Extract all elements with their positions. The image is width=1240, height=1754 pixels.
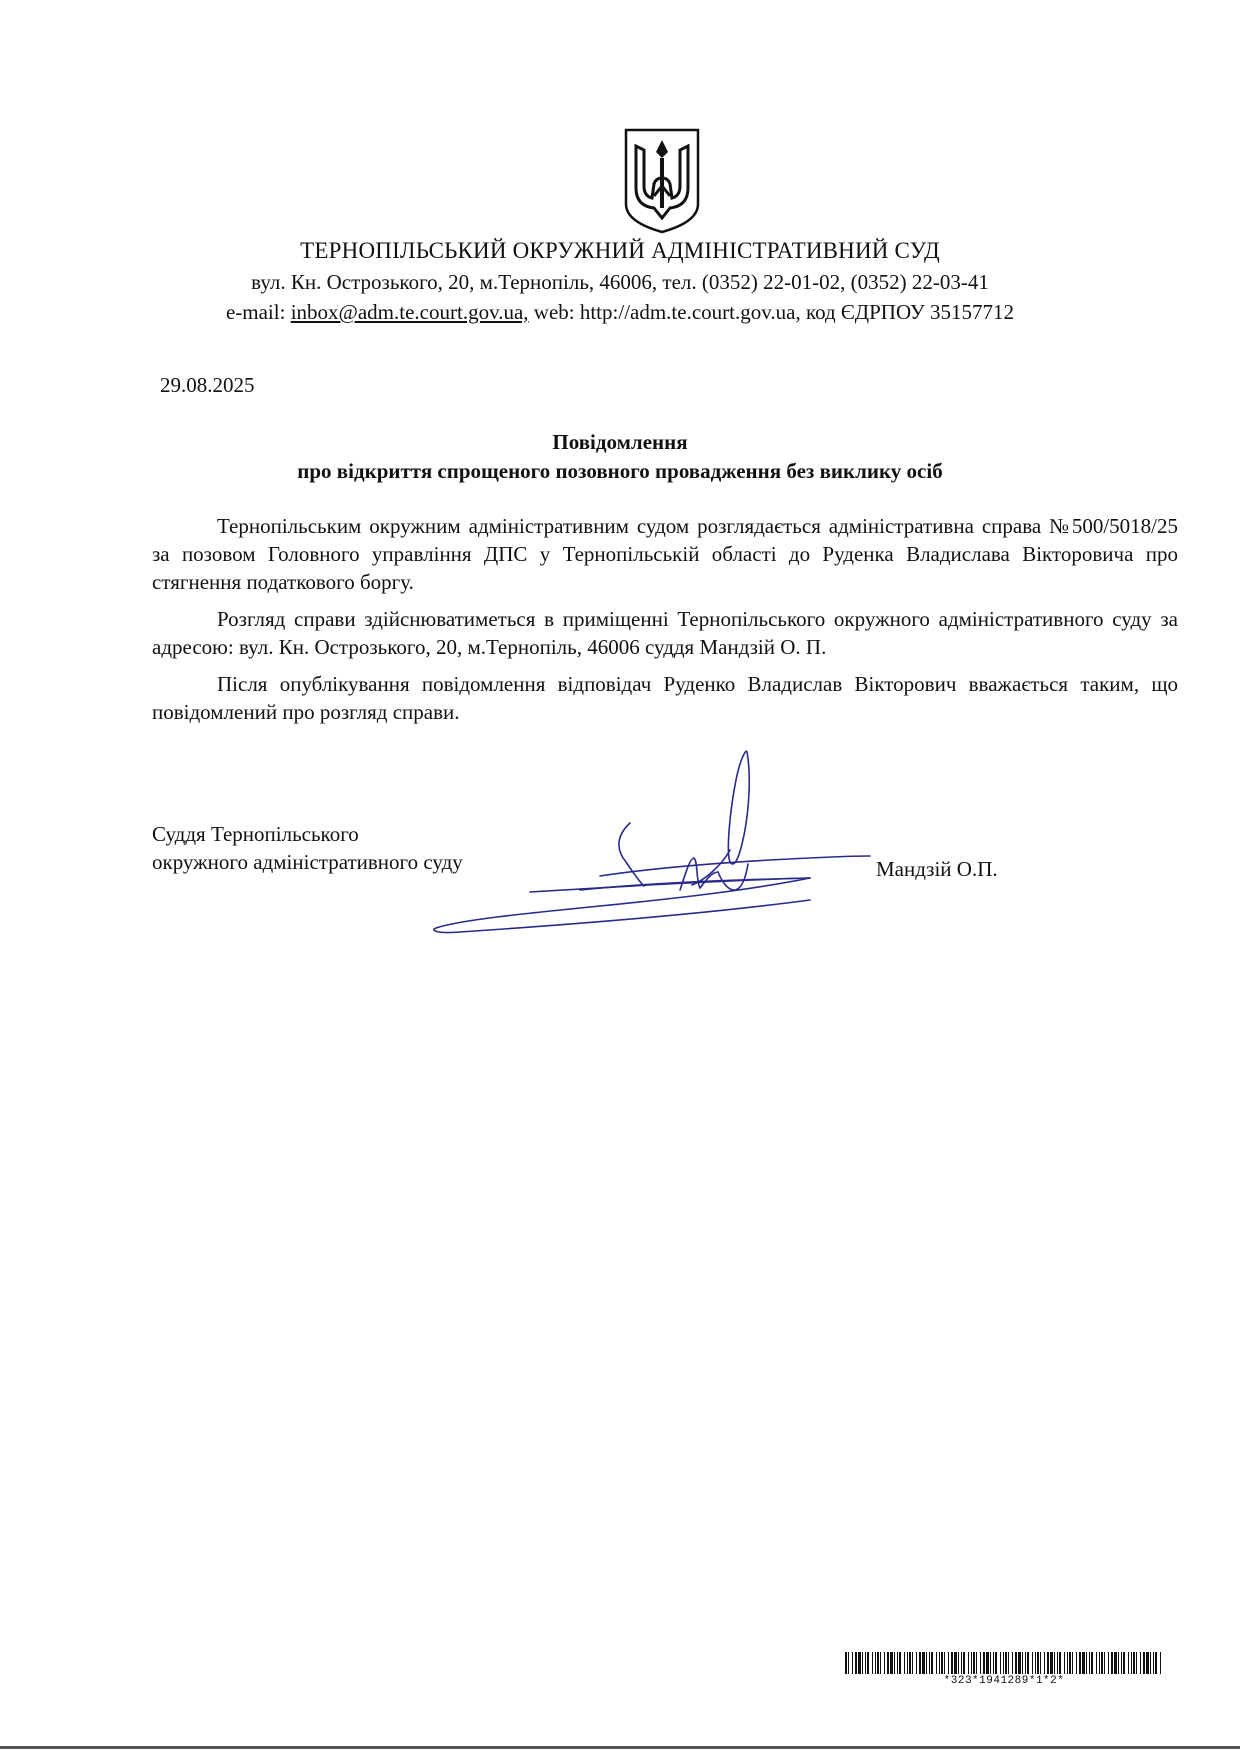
trident-emblem-icon	[622, 126, 702, 236]
barcode	[845, 1652, 1163, 1674]
body-paragraph-2: Розгляд справи здійснюватиметься в приміщенні Тернопільського окружного адміністративного суду за адресою: вул. Кн. Острозького, 20, м.Тернопіль, 46006 суддя Мандзій О. П.	[152, 607, 1178, 659]
court-contacts	[0, 300, 1240, 325]
signatory-title	[152, 820, 463, 876]
document-body	[152, 512, 1178, 735]
handwritten-signature	[430, 740, 880, 940]
court-address: вул. Кн. Острозького, 20, м.Тернопіль, 46006, тел. (0352) 22-01-02, (0352) 22-03-41	[251, 270, 989, 294]
document-date: 29.08.2025	[160, 373, 255, 397]
court-name: ТЕРНОПІЛЬСЬКИЙ ОКРУЖНИЙ АДМІНІСТРАТИВНИЙ СУД	[300, 238, 940, 263]
barcode-text: *323*1941289*1*2*	[943, 1675, 1065, 1687]
body-paragraph-1: Тернопільським окружним адміністративним судом розглядається адміністративна справа №500/5018/25 за позовом Головного управління ДПС у Тернопільській області до Руденка Владислава Вікторовича про стягнення податкового боргу.	[152, 514, 1178, 594]
body-paragraph-3: Після опублікування повідомлення відповідач Руденко Владислав Вікторович вважається таким, що повідомлений про розгляд справи.	[152, 672, 1178, 724]
document-title: Повідомлення	[552, 430, 688, 454]
email-label: e-mail:	[225, 300, 291, 324]
page-bottom-edge	[0, 1746, 1240, 1749]
signatory-name: Мандзій О.П.	[876, 857, 998, 881]
web-and-code: web: http://adm.te.court.gov.ua, код ЄДРПОУ 35157712	[528, 300, 1015, 324]
signatory-title-line-1: Суддя Тернопільського	[152, 822, 359, 846]
signatory-title-line-2: окружного адміністративного суду	[152, 850, 463, 874]
document-subtitle: про відкриття спрощеного позовного провадження без виклику осіб	[297, 459, 943, 483]
email-link[interactable]: inbox@adm.te.court.gov.ua,	[290, 300, 529, 324]
